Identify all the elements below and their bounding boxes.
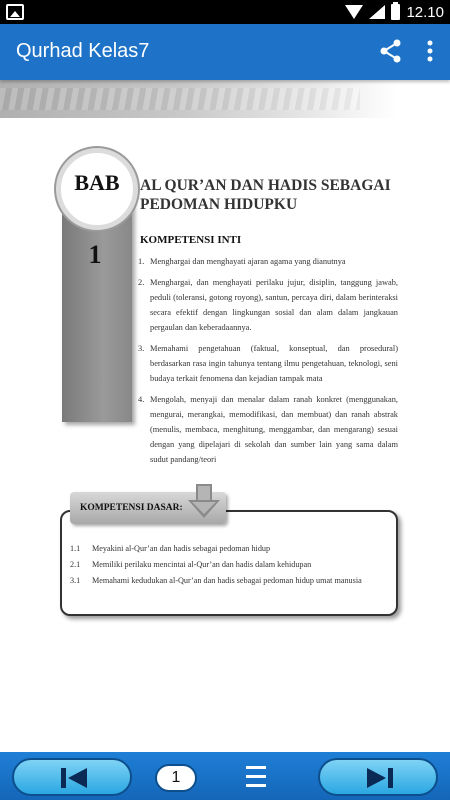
kompetensi-dasar-title: KOMPETENSI DASAR: [80, 503, 183, 513]
list-item-text: Menghargai dan menghayati ajaran agama yang dianutnya [150, 257, 346, 266]
next-page-button[interactable] [318, 758, 438, 796]
app-bar [0, 24, 450, 80]
previous-page-button[interactable] [12, 758, 132, 796]
list-item [70, 558, 390, 571]
list-item-number: 4. [138, 395, 145, 404]
gallery-notification-icon [6, 4, 24, 20]
skip-previous-icon [59, 767, 89, 789]
status-time: 12.10 [406, 3, 444, 21]
list-item [70, 574, 390, 587]
app-title: Qurhad Kelas7 [16, 40, 150, 62]
share-icon[interactable] [378, 38, 404, 64]
status-icons [345, 0, 444, 24]
kompetensi-dasar-list [70, 542, 390, 590]
list-item-number: 1. [138, 257, 145, 266]
status-bar [0, 0, 450, 24]
more-options-icon[interactable] [420, 38, 440, 64]
list-item-text: Mengolah, menyaji dan menalar dalam ranah konkret (menggunakan, mengurai, merangkai, memodifikasi, dan membuat) dan ranah abstrak (menulis, membaca, menghitung, menggambar, dan mengarang) sesuai dengan yang dipelajari di sekolah dan sumber lain yang sama dalam sudut pandang/teori [150, 395, 398, 464]
list-item-number: 3.1 [70, 576, 81, 585]
bottom-nav-bar [0, 752, 450, 800]
list-item-text: Memahami kedudukan al-Qur’an dan hadis sebagai pedoman hidup umat manusia [92, 576, 362, 585]
kompetensi-inti-list [138, 254, 398, 473]
list-item-number: 2. [138, 278, 145, 287]
battery-icon [391, 4, 400, 20]
list-item [138, 341, 398, 386]
kompetensi-inti-title: KOMPETENSI INTI [140, 234, 242, 246]
list-item [70, 542, 390, 555]
book-page[interactable] [0, 80, 450, 752]
menu-icon[interactable] [246, 766, 266, 788]
page-banner [0, 80, 450, 118]
list-item [138, 275, 398, 335]
wifi-icon [345, 5, 363, 19]
skip-next-icon [365, 767, 395, 789]
list-item-text: Memiliki perilaku mencintai al-Qur’an dan hadis dalam kehidupan [92, 560, 312, 569]
list-item-text: Meyakini al-Qur’an dan hadis sebagai pedoman hidup [92, 544, 271, 553]
list-item-text: Menghargai, dan menghayati perilaku jujur, disiplin, tanggung jawab, peduli (toleransi, gotong royong), santun, percaya diri, dalam berinteraksi secara efektif dengan lingkungan sosial dan alam dalam jangkauan pergaulan dan keberadaannya. [150, 278, 398, 332]
chapter-label: BAB [74, 170, 120, 195]
list-item-number: 3. [138, 344, 145, 353]
list-item-number: 1.1 [70, 544, 81, 553]
arrow-down-icon [188, 484, 220, 520]
list-item-text: Memahami pengetahuan (faktual, konseptual, dan prosedural) berdasarkan rasa ingin tahunya tentang ilmu pengetahuan, teknologi, seni budaya terkait fenomena dan kejadian tampak mata [150, 344, 398, 383]
page-number-indicator[interactable]: 1 [155, 764, 197, 792]
list-item-number: 2.1 [70, 560, 81, 569]
chapter-title: AL QUR’AN DAN HADIS SEBAGAI PEDOMAN HIDUPKU [140, 177, 391, 213]
signal-icon [369, 5, 385, 19]
list-item [138, 254, 398, 269]
chapter-number: 1 [88, 240, 102, 269]
list-item [138, 392, 398, 467]
chapter-side-bar [62, 200, 132, 422]
